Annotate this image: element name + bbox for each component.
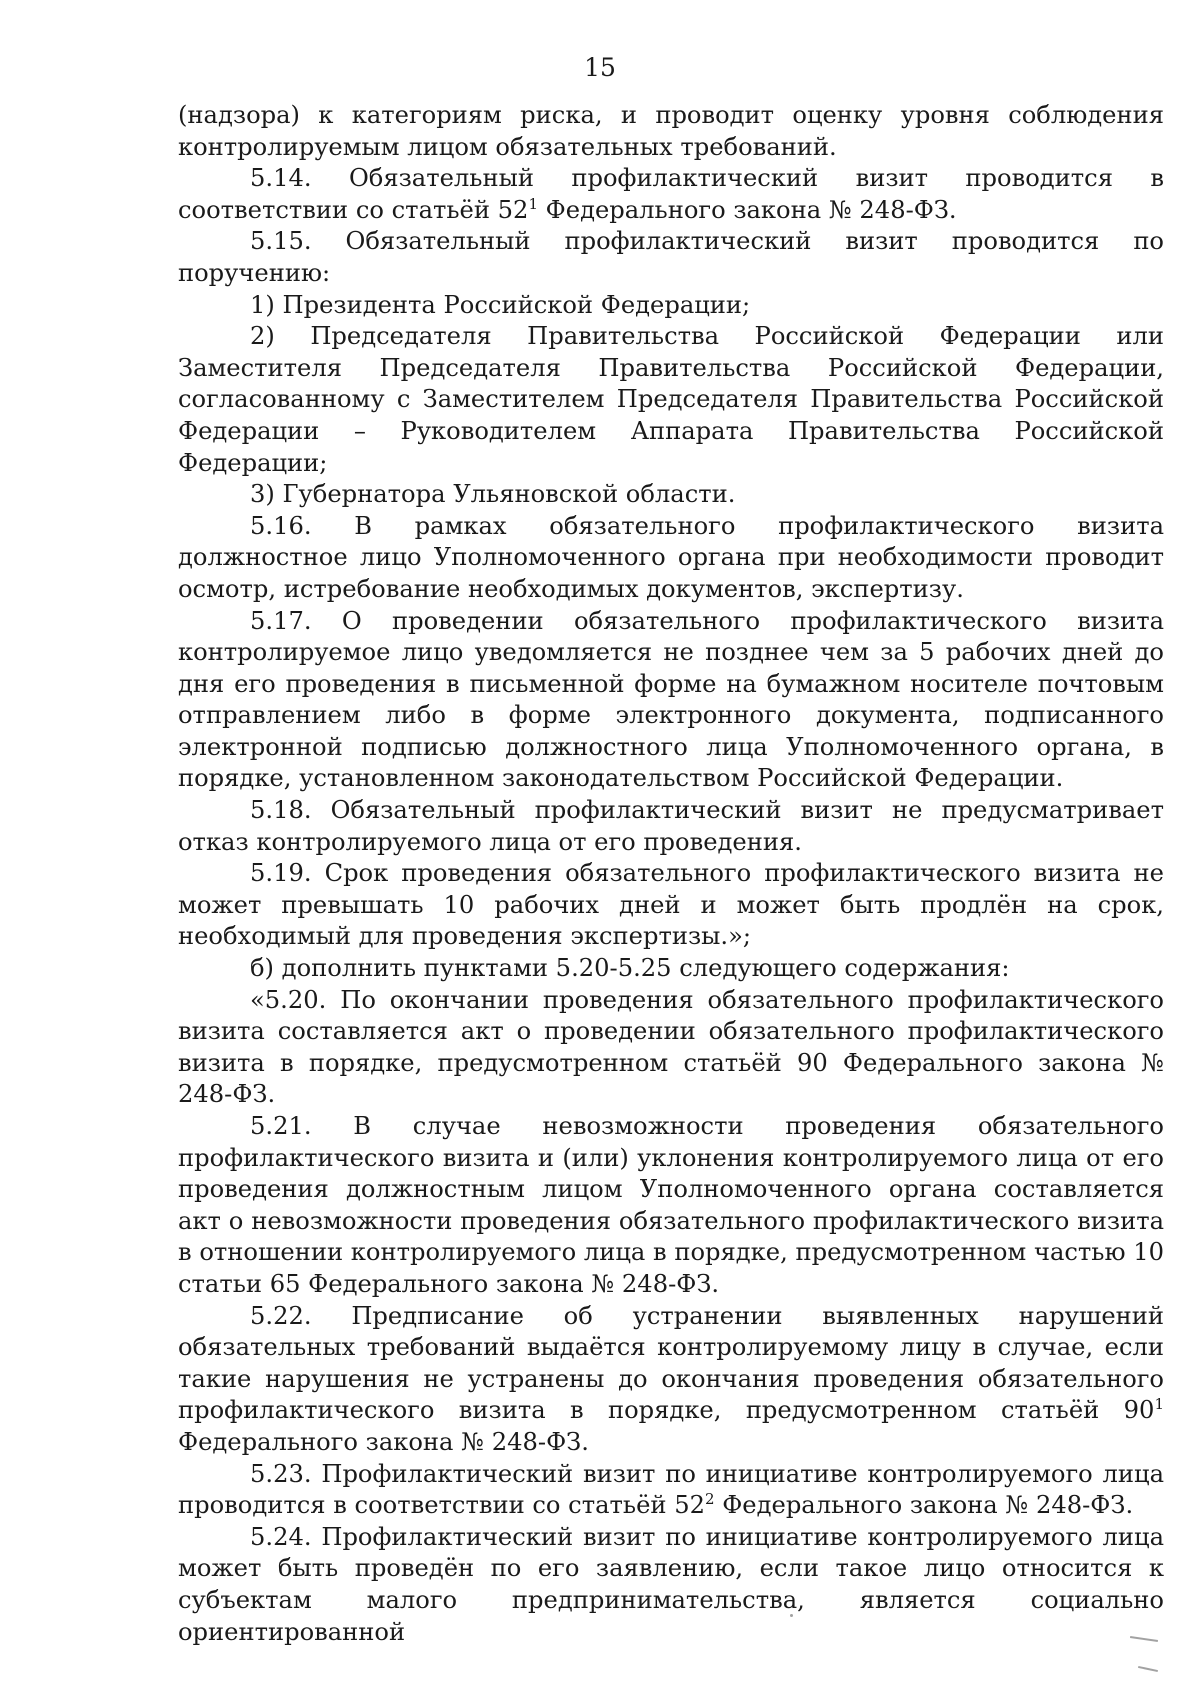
paragraph-text: 5.23. Профилактический визит по инициативе контролируемого лица проводится в соответствии со статьёй 52 — [178, 1459, 1164, 1520]
paragraph-text: 5.14. Обязательный профилактический визит проводится в соответствии со статьёй 52 — [178, 164, 1164, 224]
paragraph-5-16: 5.16. В рамках обязательного профилактического визита должностное лицо Уполномоченного органа при необходимости проводит осмотр, истребование необходимых документов, экспертизу. — [178, 511, 1164, 603]
paragraph-text: Федерального закона № 248-ФЗ. — [537, 195, 957, 224]
superscript: 2 — [704, 1490, 715, 1509]
paragraph-5-15: 5.15. Обязательный профилактический визит проводится по поручению: — [178, 227, 1164, 287]
paragraph-5-21: 5.21. В случае невозможности проведения обязательного профилактического визита и (или) уклонения контролируемого лица от его проведения должностным лицом Уполномоченного органа составляется акт о невозможности проведения обязательного профилактического визита в отношении контролируемого лица в порядке, предусмотренном частью 10 статьи 65 Федерального закона № 248-ФЗ. — [178, 1112, 1164, 1298]
paragraph-5-20: «5.20. По окончании проведения обязательного профилактического визита составляется акт о проведении обязательного профилактического визита в порядке, предусмотренном статьёй 90 Федерального закона № 248-ФЗ. — [178, 985, 1164, 1109]
superscript: 1 — [528, 194, 538, 213]
paragraph-5-17: 5.17. О проведении обязательного профилактического визита контролируемое лицо уведомляется не позднее чем за 5 рабочих дней до дня его проведения в письменной форме на бумажном носителе почтовым отправлением либо в форме электронного документа, подписанного электронной подписью должностного лица Уполномоченного органа, в порядке, установленном законодательством Российской Федерации. — [178, 606, 1164, 793]
scan-mark — [790, 1614, 793, 1617]
page-number: 15 — [584, 53, 616, 82]
paragraph-5-15-2: 2) Председателя Правительства Российской Федерации или Заместителя Председателя Правительства Российской Федерации, согласованному с Заместителем Председателя Правительства Российской Федерации – Руководителем Аппарата Правительства Российской Федерации; — [178, 322, 1164, 477]
paragraph-5-23 — [178, 1459, 1164, 1522]
paragraph-b: б) дополнить пунктами 5.20-5.25 следующего содержания: — [250, 954, 1010, 983]
paragraph-text: Федерального закона № 248-ФЗ. — [714, 1491, 1134, 1520]
paragraph-text: Федерального закона № 248-ФЗ. — [178, 1427, 589, 1456]
paragraph-5-24: 5.24. Профилактический визит по инициативе контролируемого лица может быть проведён по его заявлению, если такое лицо относится к субъектам малого предпринимательства, является социально ориентированной — [178, 1522, 1164, 1646]
scan-mark — [1138, 1666, 1158, 1672]
paragraph-5-14 — [178, 163, 1164, 226]
document-body — [178, 100, 1164, 1648]
paragraph-cont: (надзора) к категориям риска, и проводит оценку уровня соблюдения контролируемым лицом обязательных требований. — [178, 101, 1164, 161]
paragraph-5-18: 5.18. Обязательный профилактический визит не предусматривает отказ контролируемого лица от его проведения. — [178, 796, 1164, 856]
paragraph-5-15-3: 3) Губернатора Ульяновской области. — [250, 480, 736, 509]
paragraph-5-22 — [178, 1301, 1164, 1459]
paragraph-5-19: 5.19. Срок проведения обязательного профилактического визита не может превышать 10 рабочих дней и может быть продлён на срок, необходимый для проведения экспертизы.»; — [178, 859, 1164, 951]
superscript: 1 — [1154, 1395, 1164, 1414]
paragraph-5-15-1: 1) Президента Российской Федерации; — [250, 290, 751, 319]
paragraph-text: 5.22. Предписание об устранении выявленных нарушений обязательных требований выдаётся контролируемому лицу в случае, если такие нарушения не устранены до окончания проведения обязательного профилактического визита в порядке, предусмотренном статьёй 90 — [178, 1301, 1164, 1425]
